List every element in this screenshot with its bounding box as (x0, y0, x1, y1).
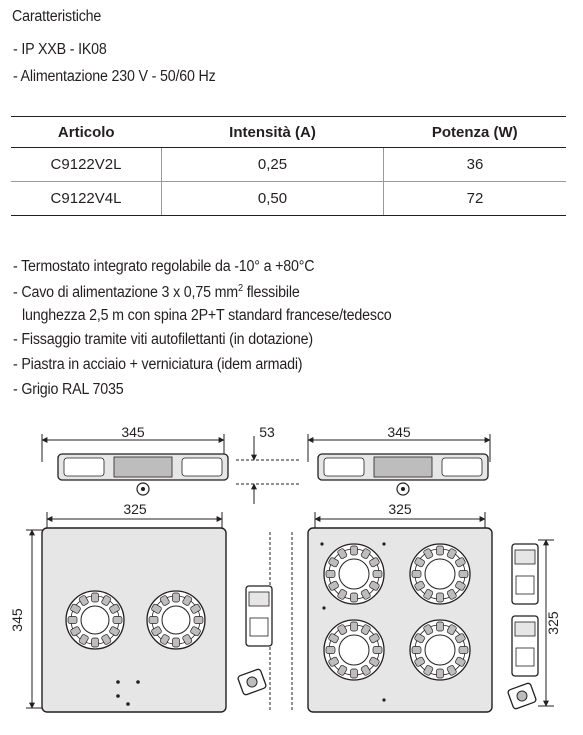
feature-thermostat: - Termostato integrato regolabile da -10° a +80°C (13, 258, 315, 275)
dim-height-right: 325 (545, 611, 561, 635)
feature-cable (13, 283, 300, 302)
spec-power-supply: - Alimentazione 230 V - 50/60 Hz (13, 68, 216, 85)
cell-current: 0,25 (162, 148, 384, 182)
plug-connector (507, 682, 536, 709)
fan-icon (410, 544, 470, 604)
header-current: Intensità (A) (162, 117, 384, 148)
spec-ip-rating: - IP XXB - IK08 (13, 41, 107, 58)
feature-cable-text: - Cavo di alimentazione 3 x 0,75 mm (13, 284, 238, 302)
dim-gap: 53 (259, 424, 275, 440)
technical-drawing (0, 420, 583, 735)
feature-cable-tail: flessibile (242, 284, 300, 302)
cell-article: C9122V2L (11, 148, 162, 182)
side-view-left (58, 454, 228, 495)
table-header-row (11, 117, 566, 148)
cell-power: 36 (384, 148, 567, 182)
feature-cable-superscript: 2 (237, 283, 243, 294)
fan-icon (324, 544, 384, 604)
header-article: Articolo (11, 117, 162, 148)
dim-height-left: 345 (9, 608, 25, 632)
plug-connector (237, 668, 266, 695)
thermostat-unit (512, 616, 538, 676)
dim-inner-right: 325 (388, 501, 412, 517)
cell-power: 72 (384, 182, 567, 216)
dim-width-right: 345 (387, 424, 411, 440)
dim-inner-left: 325 (123, 501, 147, 517)
thermostat-unit (246, 586, 272, 646)
spec-table (11, 116, 566, 216)
thermostat-unit (512, 544, 538, 604)
cell-current: 0,50 (162, 182, 384, 216)
cell-article: C9122V4L (11, 182, 162, 216)
fan-icon (66, 591, 124, 649)
header-power: Potenza (W) (384, 117, 567, 148)
feature-fixing: - Fissaggio tramite viti autofilettanti (in dotazione) (13, 331, 313, 348)
feature-plate: - Piastra in acciaio + verniciatura (idem armadi) (13, 356, 303, 373)
heading: Caratteristiche (12, 8, 102, 25)
dim-width-left: 345 (121, 424, 145, 440)
fan-icon (324, 620, 384, 680)
table-row (11, 148, 566, 182)
fan-icon (410, 620, 470, 680)
feature-color: - Grigio RAL 7035 (13, 381, 124, 398)
side-view-right (318, 454, 488, 495)
fan-icon (147, 591, 205, 649)
feature-cable-detail: lunghezza 2,5 m con spina 2P+T standard francese/tedesco (22, 307, 392, 324)
table-row (11, 182, 566, 216)
